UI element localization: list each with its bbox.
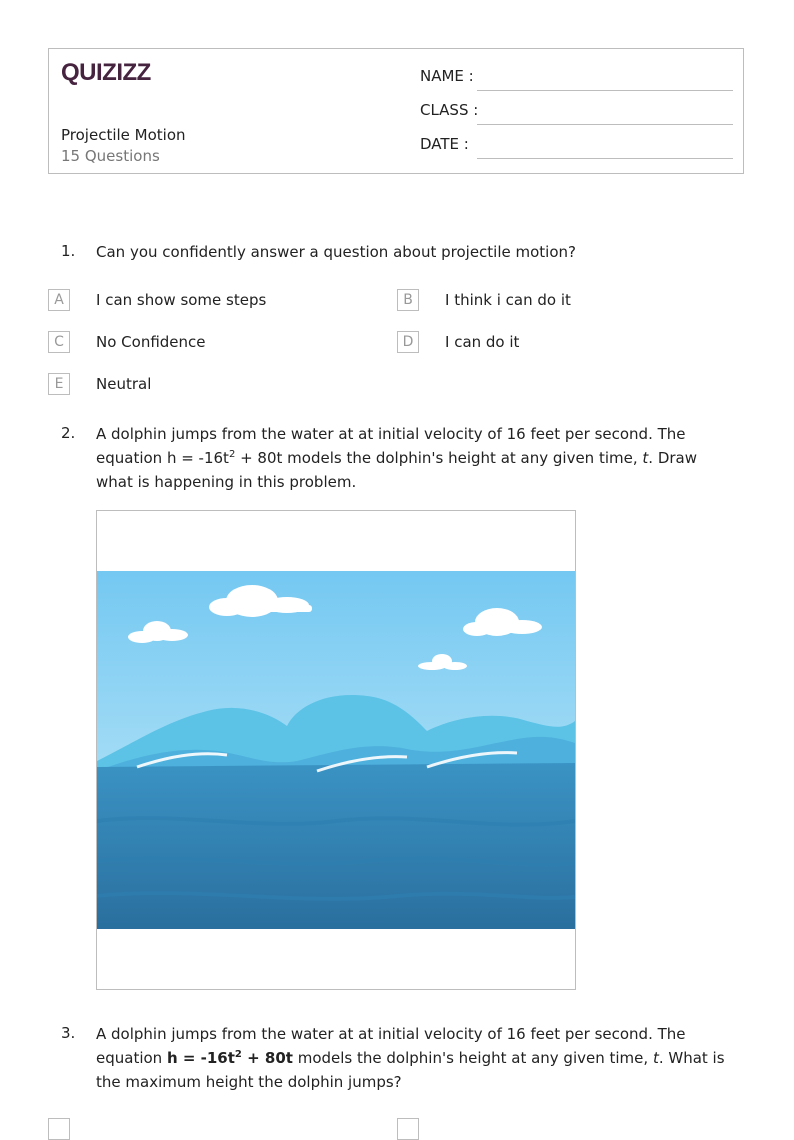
question-3-option-a-letter[interactable] xyxy=(48,1118,70,1140)
question-1-text: Can you confidently answer a question about projectile motion? xyxy=(96,243,576,261)
question-count: 15 Questions xyxy=(61,147,160,165)
quizizz-logo: QUIZIZZ xyxy=(61,59,151,86)
question-3-option-b-letter[interactable] xyxy=(397,1118,419,1140)
option-e-text[interactable]: Neutral xyxy=(96,375,152,393)
date-label: DATE : xyxy=(420,135,469,153)
question-2-text: A dolphin jumps from the water at at initial velocity of 16 feet per second. The equation $h = -16t^2 + 80t$ models the dolphin's height at any given time, t. Draw what is happening in this problem. xyxy=(96,425,697,491)
date-line[interactable] xyxy=(477,158,733,159)
ocean-illustration xyxy=(96,510,576,990)
question-1-number: 1. xyxy=(61,242,76,260)
option-b-letter[interactable]: B xyxy=(397,289,419,311)
date-field[interactable] xyxy=(420,135,733,159)
class-field[interactable] xyxy=(420,101,733,125)
question-3-text: A dolphin jumps from the water at at initial velocity of 16 feet per second. The equation $h = -16t^2 + 80t$ models the dolphin's height at any given time, t. What is the maximum height the dolphin jumps? xyxy=(96,1025,725,1091)
option-d-letter[interactable]: D xyxy=(397,331,419,353)
class-label: CLASS : xyxy=(420,101,479,119)
class-line[interactable] xyxy=(477,124,733,125)
option-e-letter[interactable]: E xyxy=(48,373,70,395)
option-d-text[interactable]: I can do it xyxy=(445,333,520,351)
option-c-letter[interactable]: C xyxy=(48,331,70,353)
worksheet-title: Projectile Motion xyxy=(61,126,186,144)
option-b-text[interactable]: I think i can do it xyxy=(445,291,571,309)
name-line[interactable] xyxy=(477,90,733,91)
worksheet-header xyxy=(48,48,744,174)
question-2-number: 2. xyxy=(61,424,76,442)
option-a-letter[interactable]: A xyxy=(48,289,70,311)
name-field[interactable] xyxy=(420,67,733,91)
name-label: NAME : xyxy=(420,67,474,85)
question-3-number: 3. xyxy=(61,1024,76,1042)
ocean-waves-image xyxy=(97,571,575,929)
option-c-text[interactable]: No Confidence xyxy=(96,333,206,351)
option-a-text[interactable]: I can show some steps xyxy=(96,291,267,309)
